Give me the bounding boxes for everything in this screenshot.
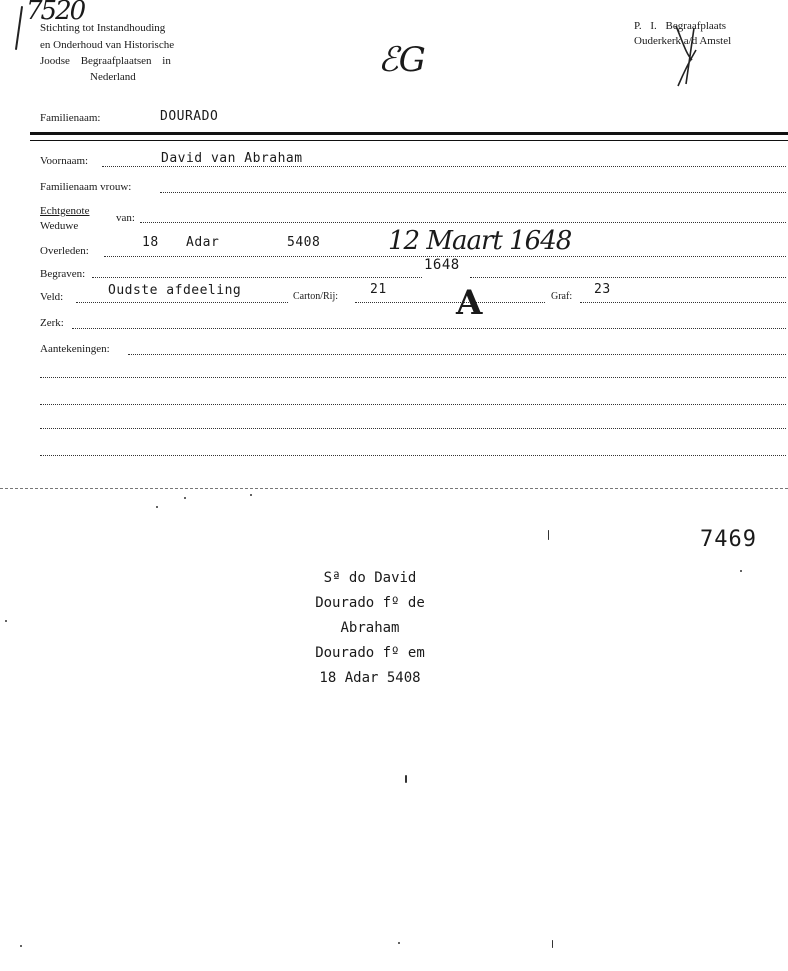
organization-line-2: en Onderhoud van Historische bbox=[40, 39, 175, 51]
scan-speck bbox=[548, 530, 549, 540]
notes-line-4 bbox=[40, 455, 786, 456]
carton-handwritten-letter: A bbox=[456, 283, 483, 323]
scan-speck bbox=[398, 942, 400, 944]
voornaam-dotted-line bbox=[102, 166, 786, 167]
overleden-handwritten-date: 12 Maart 1648 bbox=[388, 226, 572, 256]
carton-dotted-line bbox=[355, 302, 545, 303]
begraven-dotted-line-2 bbox=[470, 277, 786, 278]
voornaam-value: David van Abraham bbox=[161, 151, 303, 166]
handwritten-center-mark: ℰG bbox=[378, 40, 426, 80]
organization-line-1: Stichting tot Instandhouding bbox=[40, 22, 166, 34]
overleden-year: 5408 bbox=[287, 235, 321, 250]
cemetery-line-1: P. I. Begraafplaats bbox=[634, 20, 727, 32]
begraven-dotted-line bbox=[92, 277, 422, 278]
back-line-4: Dourado fº em bbox=[315, 645, 425, 661]
back-line-3: Abraham bbox=[340, 620, 400, 636]
aantekeningen-dotted-line bbox=[128, 354, 786, 355]
organization-line-4: Nederland bbox=[90, 71, 136, 83]
veld-label: Veld: bbox=[40, 291, 64, 303]
notes-line-1 bbox=[40, 377, 786, 378]
graf-value: 23 bbox=[594, 282, 611, 297]
scan-speck bbox=[740, 570, 742, 572]
weduwe-label: Weduwe bbox=[40, 220, 79, 232]
notes-line-2 bbox=[40, 404, 786, 405]
voornaam-label: Voornaam: bbox=[40, 155, 89, 167]
aantekeningen-label: Aantekeningen: bbox=[40, 343, 110, 355]
familienaam-value: DOURADO bbox=[160, 109, 219, 124]
handwritten-archive-number: 7520 bbox=[26, 0, 85, 26]
scan-speck bbox=[20, 945, 22, 947]
van-dotted-line bbox=[140, 222, 786, 223]
overleden-day: 18 bbox=[142, 235, 159, 250]
graf-label: Graf: bbox=[551, 291, 573, 302]
familienaam-label: Familienaam: bbox=[40, 112, 101, 124]
back-line-1: Sª do David bbox=[323, 570, 417, 586]
handwritten-stroke-mark bbox=[15, 6, 23, 50]
scan-speck bbox=[552, 940, 553, 948]
scan-speck bbox=[405, 775, 407, 783]
scan-speck bbox=[184, 497, 186, 499]
familienaam-vrouw-dotted-line bbox=[160, 192, 786, 193]
familienaam-vrouw-label: Familienaam vrouw: bbox=[40, 181, 132, 193]
overleden-typed-year: 1648 bbox=[424, 257, 460, 273]
graf-dotted-line bbox=[580, 302, 786, 303]
header-rule-thick bbox=[30, 132, 788, 135]
scan-speck bbox=[5, 620, 7, 622]
card-bottom-edge bbox=[0, 488, 788, 489]
van-label: van: bbox=[116, 212, 135, 224]
header-rule-thin bbox=[30, 140, 788, 141]
echtgenote-label: Echtgenote bbox=[40, 205, 90, 217]
zerk-dotted-line bbox=[72, 328, 786, 329]
veld-value: Oudste afdeeling bbox=[108, 283, 242, 298]
scan-speck bbox=[156, 506, 158, 508]
begraven-label: Begraven: bbox=[40, 268, 86, 280]
scan-speck bbox=[250, 494, 252, 496]
carton-value: 21 bbox=[370, 282, 387, 297]
zerk-label: Zerk: bbox=[40, 317, 64, 329]
back-line-5: 18 Adar 5408 bbox=[319, 670, 421, 686]
handwritten-cross-mark bbox=[668, 20, 708, 90]
organization-line-3: Joodse Begraafplaatsen in bbox=[40, 55, 171, 67]
carton-label: Carton/Rij: bbox=[293, 291, 338, 302]
notes-line-3 bbox=[40, 428, 786, 429]
overleden-month: Adar bbox=[186, 235, 220, 250]
stamp-number: 7469 bbox=[700, 527, 757, 552]
cemetery-line-2: Ouderkerk a/d Amstel bbox=[634, 35, 732, 47]
overleden-label: Overleden: bbox=[40, 245, 89, 257]
veld-dotted-line bbox=[76, 302, 288, 303]
back-line-2: Dourado fº de bbox=[315, 595, 425, 611]
